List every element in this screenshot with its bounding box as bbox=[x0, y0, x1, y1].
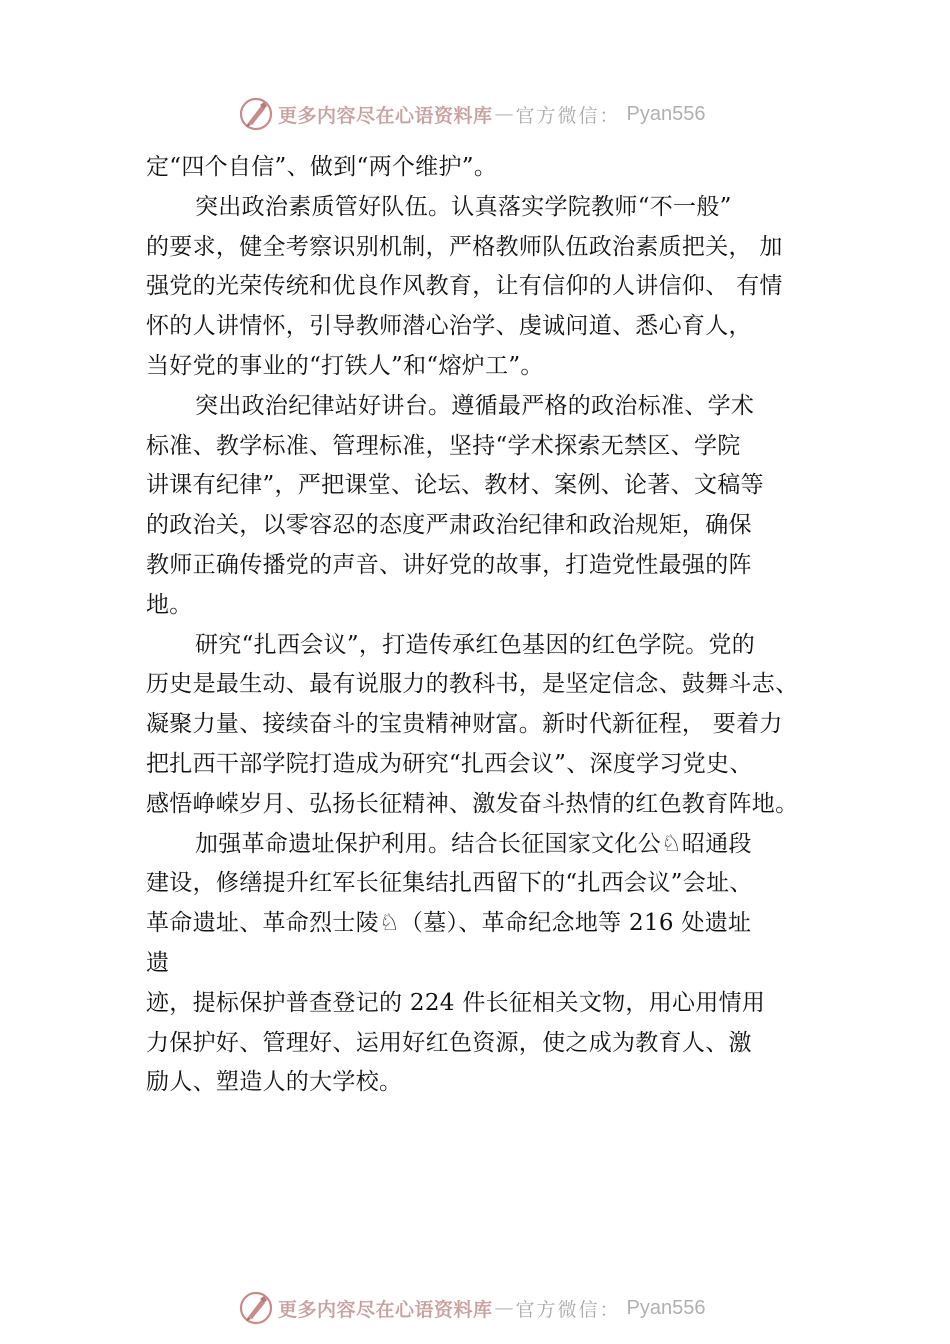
text-line: 历史是最生动、最有说服力的教科书，是坚定信念、鼓舞斗志、 bbox=[146, 671, 799, 698]
brush-pen-logo-icon bbox=[238, 96, 274, 132]
watermark-wechat-id: Pyan556 bbox=[626, 102, 706, 125]
text-line: 教师正确传播党的声音、讲好党的故事，打造党性最强的阵 bbox=[146, 551, 752, 578]
watermark-wechat-label: 官方微信： bbox=[515, 104, 621, 127]
text-line: 强党的光荣传统和优良作风教育，让有信仰的人讲信仰、 有情 bbox=[146, 273, 783, 300]
brush-pen-logo-icon bbox=[238, 1290, 274, 1326]
watermark-separator: — bbox=[494, 1297, 514, 1319]
document-body bbox=[146, 148, 866, 1103]
watermark-main-text: 更多内容尽在心语资料库 bbox=[278, 1298, 493, 1321]
text-line: 的政治关，以零容忍的态度严肃政治纪律和政治规矩，确保 bbox=[146, 512, 752, 539]
text-line: 力保护好、管理好、运用好红色资源，使之成为教育人、激 bbox=[146, 1029, 752, 1056]
footer-watermark bbox=[238, 1288, 706, 1328]
text-line: 感悟峥嵘岁月、弘扬长征精神、激发奋斗热情的红色教育阵地。 bbox=[146, 790, 799, 817]
text-line: 凝聚力量、接续奋斗的宝贵精神财富。新时代新征程， 要着力 bbox=[146, 711, 783, 738]
text-line: 建设，修缮提升红军长征集结扎西留下的“扎西会议”会址、 bbox=[146, 870, 753, 897]
text-line: 当好党的事业的“打铁人”和“熔炉工”。 bbox=[146, 352, 544, 379]
header-watermark bbox=[238, 94, 706, 134]
text-line: 的要求，健全考察识别机制，严格教师队伍政治素质把关， 加 bbox=[146, 233, 783, 260]
text-line: 遗 bbox=[146, 949, 170, 976]
text-line: 怀的人讲情怀，引导教师潜心治学、虔诚问道、悉心育人， bbox=[146, 313, 752, 340]
text-line: 讲课有纪律”，严把课堂、论坛、教材、案例、论著、文稿等 bbox=[146, 472, 764, 499]
text-line: 迹，提标保护普查登记的 224 件长征相关文物，用心用情用 bbox=[146, 989, 766, 1016]
text-line: 突出政治素质管好队伍。认真落实学院教师“不一般” bbox=[195, 193, 732, 220]
text-line: 标准、教学标准、管理标准，坚持“学术探索无禁区、学院 bbox=[146, 432, 741, 459]
text-line: 地。 bbox=[146, 591, 193, 618]
text-line: 加强革命遗址保护利用。结合长征国家文化公♘昭通段 bbox=[195, 830, 752, 857]
text-line: 革命遗址、革命烈士陵♘（墓）、革命纪念地等 216 处遗址 bbox=[146, 910, 752, 937]
text-line: 把扎西干部学院打造成为研究“扎西会议”、深度学习党史、 bbox=[146, 750, 753, 777]
watermark-wechat-label: 官方微信： bbox=[515, 1298, 621, 1321]
watermark-wechat-id: Pyan556 bbox=[626, 1296, 706, 1319]
watermark-separator: — bbox=[494, 103, 514, 125]
text-line: 定“四个自信”、做到“两个维护”。 bbox=[146, 154, 498, 180]
text-line: 突出政治纪律站好讲台。遵循最严格的政治标准、学术 bbox=[195, 392, 755, 419]
watermark-main-text: 更多内容尽在心语资料库 bbox=[278, 104, 493, 127]
text-line: 励人、塑造人的大学校。 bbox=[146, 1069, 403, 1096]
text-line: 研究“扎西会议”，打造传承红色基因的红色学院。党的 bbox=[195, 631, 756, 658]
